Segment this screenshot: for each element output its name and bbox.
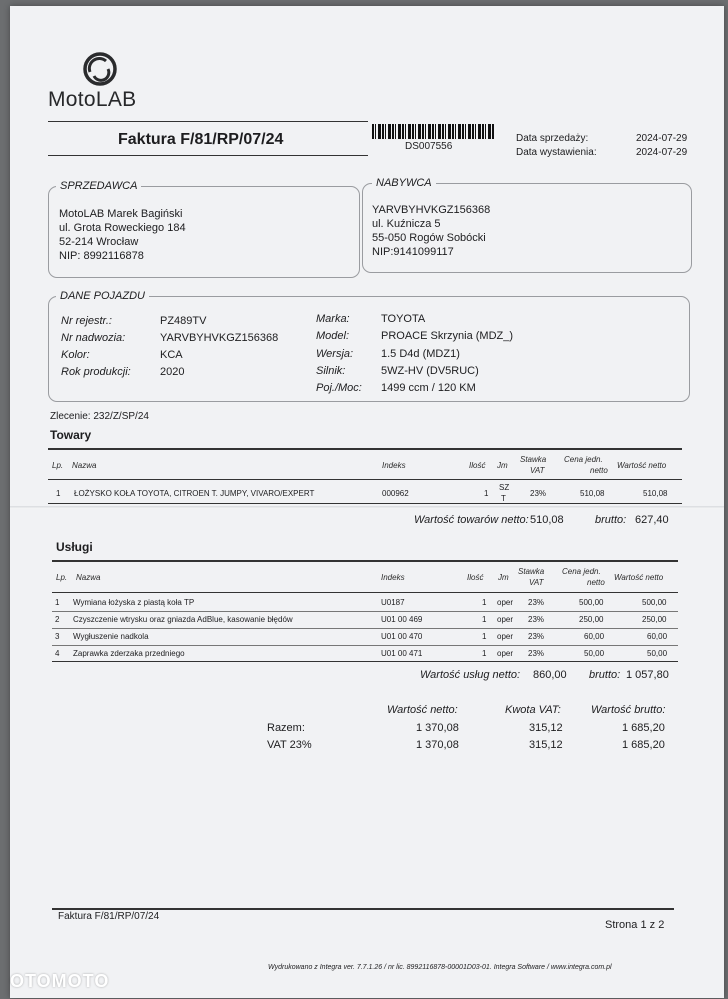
service-row-qty: 1	[482, 615, 487, 624]
motolab-logo-icon	[80, 52, 120, 86]
service-row-price: 500,00	[579, 598, 604, 607]
service-row-value: 250,00	[642, 615, 667, 624]
footer-rule	[52, 908, 674, 910]
totals-row-net: 1 370,08	[416, 739, 459, 751]
services-gross-total: 1 057,80	[626, 669, 669, 681]
services-header-bottom-rule	[52, 592, 678, 593]
goods-row-unit: SZ	[499, 483, 510, 492]
col-price: netto	[590, 466, 608, 475]
barcode-text: DS007556	[405, 141, 453, 152]
goods-header-bottom-rule	[48, 479, 682, 480]
buyer-legend: NABYWCA	[372, 177, 436, 189]
col-unit: Jm	[498, 573, 509, 582]
col-index: Indeks	[382, 461, 406, 470]
totals-row-gross: 1 685,20	[622, 722, 665, 734]
service-row-lp: 4	[55, 649, 60, 658]
service-row-unit: oper	[497, 598, 514, 607]
totals-row-gross: 1 685,20	[622, 739, 665, 751]
vehicle-value: PROACE Skrzynia (MDZ_)	[381, 330, 514, 342]
col-price: Cena jedn.	[562, 567, 601, 576]
service-row-name: Wygłuszenie nadkola	[73, 632, 149, 641]
service-row-index: U01 00 470	[381, 632, 423, 641]
col-lp: Lp.	[52, 461, 64, 470]
service-row-value: 50,00	[647, 649, 668, 658]
col-vat: VAT	[529, 578, 544, 587]
goods-row-price: 510,08	[580, 489, 605, 498]
col-price: Cena jedn.	[564, 455, 603, 464]
vehicle-legend: DANE POJAZDU	[56, 290, 149, 302]
service-row-name: Czyszczenie wtrysku oraz gniazda AdBlue, kasowanie błędów	[73, 615, 293, 624]
seller-nip: NIP: 8992116878	[59, 250, 144, 262]
vehicle-label: Wersja:	[316, 348, 354, 360]
totals-row-label: VAT 23%	[267, 739, 312, 751]
issue-date-label: Data wystawienia:	[516, 147, 597, 158]
printed-by: Wydrukowano z Integra ver. 7.7.1.26 / nr lic. 8992116878-00001D03-01. Integra Software / www.integra.com.pl	[268, 964, 612, 971]
vehicle-label: Poj./Moc:	[316, 382, 362, 394]
seller-address	[59, 207, 186, 263]
service-row-vat: 23%	[528, 649, 545, 658]
vehicle-value: PZ489TV	[160, 315, 207, 327]
service-row-vat: 23%	[528, 598, 545, 607]
service-row-price: 60,00	[584, 632, 605, 641]
service-row-index: U01 00 469	[381, 615, 423, 624]
vehicle-label: Silnik:	[316, 365, 346, 377]
service-row-value: 500,00	[642, 598, 667, 607]
vehicle-label: Model:	[316, 330, 350, 342]
col-index: Indeks	[381, 573, 405, 582]
services-title: Usługi	[56, 540, 93, 554]
vehicle-value: 1499 ccm / 120 KM	[381, 382, 476, 394]
vehicle-value: 5WZ-HV (DV5RUC)	[381, 365, 479, 377]
seller-legend: SPRZEDAWCA	[56, 180, 141, 192]
totals-row-label: Razem:	[267, 722, 305, 734]
vehicle-label: Kolor:	[61, 349, 90, 361]
services-net-total: 860,00	[533, 669, 567, 681]
buyer-address	[372, 203, 490, 259]
footer-document: Faktura F/81/RP/07/24	[58, 911, 160, 922]
goods-net-total: 510,08	[530, 514, 564, 526]
buyer-nip: NIP:9141099117	[372, 246, 454, 258]
goods-title: Towary	[50, 428, 92, 442]
vehicle-label: Marka:	[316, 313, 350, 325]
sale-date-label: Data sprzedaży:	[516, 133, 589, 144]
totals-vat-header: Kwota VAT:	[505, 704, 561, 716]
goods-gross-label: brutto:	[595, 514, 627, 526]
service-row-lp: 2	[55, 615, 60, 624]
invoice-title: Faktura F/81/RP/07/24	[118, 131, 284, 148]
sale-date: 2024-07-29	[636, 133, 688, 144]
seller-street: ul. Grota Roweckiego 184	[59, 222, 186, 234]
seller-name: MotoLAB Marek Bagiński	[59, 208, 183, 220]
order-number: Zlecenie: 232/Z/SP/24	[50, 411, 149, 422]
col-name: Nazwa	[76, 573, 101, 582]
goods-net-label: Wartość towarów netto:	[414, 514, 529, 526]
goods-row-rule	[48, 503, 682, 504]
col-lp: Lp.	[56, 573, 68, 582]
col-unit: Jm	[497, 461, 508, 470]
service-row-vat: 23%	[528, 632, 545, 641]
seller-city: 52-214 Wrocław	[59, 236, 139, 248]
service-row-qty: 1	[482, 632, 487, 641]
service-row-rule	[52, 645, 678, 646]
goods-row-name: ŁOŻYSKO KOŁA TOYOTA, CITROEN T. JUMPY, VIVARO/EXPERT	[74, 489, 315, 498]
col-price: netto	[587, 578, 605, 587]
vehicle-label: Rok produkcji:	[61, 366, 131, 378]
col-qty: Ilość	[467, 573, 484, 582]
col-value: Wartość netto	[617, 461, 667, 470]
service-row-unit: oper	[497, 649, 514, 658]
otomoto-watermark: OTOMOTO	[10, 971, 110, 991]
service-row-index: U0187	[381, 598, 405, 607]
col-qty: Ilość	[469, 461, 486, 470]
service-row-unit: oper	[497, 632, 514, 641]
buyer-city: 55-050 Rogów Sobócki	[372, 232, 486, 244]
services-net-label: Wartość usług netto:	[420, 669, 521, 681]
service-row-qty: 1	[482, 649, 487, 658]
vehicle-label: Nr rejestr.:	[61, 315, 112, 327]
service-row-name: Wymiana łożyska z piastą koła TP	[73, 598, 195, 607]
service-row-vat: 23%	[528, 615, 545, 624]
page-indicator: Strona 1 z 2	[605, 919, 665, 931]
service-row-rule	[52, 628, 678, 629]
service-row-price: 50,00	[584, 649, 605, 658]
service-row-name: Zaprawka zderzaka przedniego	[73, 649, 185, 658]
goods-header-top-rule	[48, 448, 682, 450]
col-vat: VAT	[530, 466, 545, 475]
col-vat: Stawka	[520, 455, 547, 464]
vehicle-value: 2020	[160, 366, 185, 378]
vehicle-value: KCA	[160, 349, 183, 361]
goods-gross-total: 627,40	[635, 514, 669, 526]
buyer-street: ul. Kuźnicza 5	[372, 218, 441, 230]
totals-gross-header: Wartość brutto:	[591, 704, 666, 716]
service-row-value: 60,00	[647, 632, 668, 641]
title-top-rule	[48, 121, 368, 122]
vehicle-value: YARVBYHVKGZ156368	[160, 332, 279, 344]
totals-row-vat: 315,12	[529, 722, 563, 734]
service-row-lp: 3	[55, 632, 60, 641]
goods-row-unit: T	[501, 494, 506, 503]
vehicle-value: TOYOTA	[381, 313, 426, 325]
service-row-qty: 1	[482, 598, 487, 607]
buyer-name: YARVBYHVKGZ156368	[372, 204, 491, 216]
goods-row-qty: 1	[484, 489, 489, 498]
vehicle-value: 1.5 D4d (MDZ1)	[381, 348, 460, 360]
services-header-top-rule	[52, 560, 678, 562]
totals-row-net: 1 370,08	[416, 722, 459, 734]
service-row-rule	[52, 611, 678, 612]
goods-row-lp: 1	[56, 489, 61, 498]
goods-row-value: 510,08	[643, 489, 668, 498]
col-value: Wartość netto	[614, 573, 664, 582]
service-row-lp: 1	[55, 598, 60, 607]
vehicle-box	[48, 296, 690, 402]
services-gross-label: brutto:	[589, 669, 621, 681]
vehicle-label: Nr nadwozia:	[61, 332, 126, 344]
barcode-icon	[372, 124, 494, 139]
title-bottom-rule	[48, 155, 368, 156]
service-row-price: 250,00	[579, 615, 604, 624]
goods-row-index: 000962	[382, 489, 409, 498]
col-vat: Stawka	[518, 567, 545, 576]
brand-name: MotoLAB	[48, 88, 137, 111]
services-table-bottom-rule	[52, 661, 678, 662]
goods-row-vat: 23%	[530, 489, 547, 498]
col-name: Nazwa	[72, 461, 97, 470]
totals-row-vat: 315,12	[529, 739, 563, 751]
service-row-unit: oper	[497, 615, 514, 624]
service-row-index: U01 00 471	[381, 649, 423, 658]
totals-net-header: Wartość netto:	[387, 704, 458, 716]
paper-fold	[10, 506, 724, 509]
issue-date: 2024-07-29	[636, 147, 688, 158]
